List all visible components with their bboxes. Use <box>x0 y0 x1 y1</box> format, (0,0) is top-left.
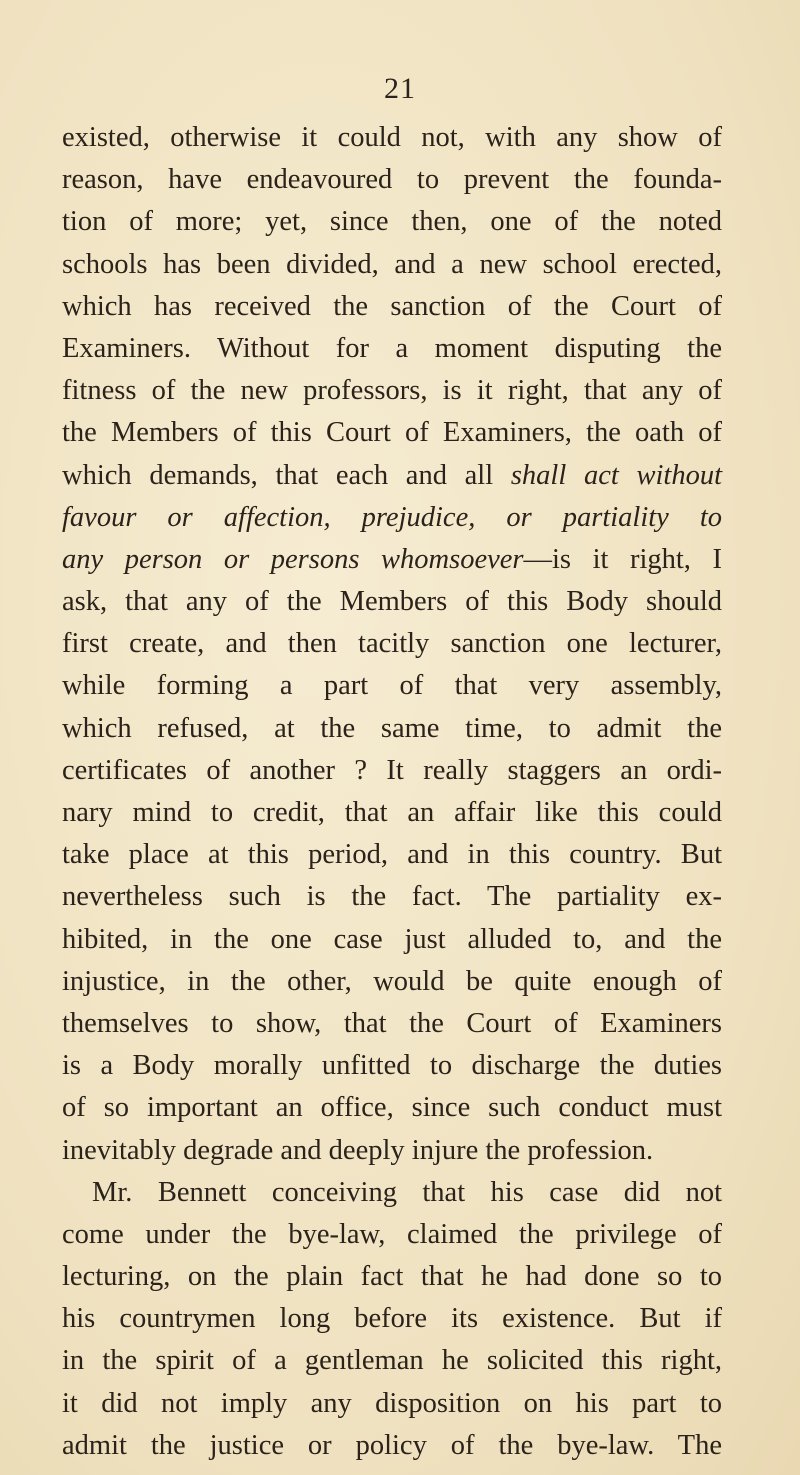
text-line: tion of more; yet, since then, one of the noted <box>62 206 722 238</box>
body-text <box>62 117 722 1467</box>
text-line: certificates of another ? It really staggers an ordi- <box>62 754 722 786</box>
line-text: —is it right, I <box>523 543 722 575</box>
text-line: fitness of the new professors, is it right, that any of <box>62 375 722 407</box>
text-line: Examiners. Without for a moment disputing the <box>62 332 722 364</box>
text-line: while forming a part of that very assembly, <box>62 670 722 702</box>
italic-text: shall act without <box>510 459 722 491</box>
text-line: the Members of this Court of Examiners, the oath of <box>62 417 722 449</box>
text-line <box>62 497 722 539</box>
text-line: come under the bye-law, claimed the privilege of <box>62 1218 722 1250</box>
text-line: existed, otherwise it could not, with any show of <box>62 122 722 153</box>
text-line: nevertheless such is the fact. The partiality ex- <box>62 881 722 913</box>
text-line: schools has been divided, and a new school erected, <box>62 248 722 280</box>
text-line: it did not imply any disposition on his part to <box>62 1387 722 1419</box>
text-line: ask, that any of the Members of this Body should <box>62 586 722 618</box>
text-line: injustice, in the other, would be quite enough of <box>62 965 722 997</box>
text-line: first create, and then tacitly sanction one lecturer, <box>62 628 722 660</box>
text-line: inevitably degrade and deeply injure the profession. <box>62 1134 654 1166</box>
text-line: hibited, in the one case just alluded to, and the <box>62 923 722 955</box>
text-line: is a Body morally unfitted to discharge the duties <box>62 1050 722 1082</box>
italic-text: favour or affection, prejudice, or partiality to <box>62 501 722 533</box>
text-line: lecturing, on the plain fact that he had done so to <box>62 1261 722 1293</box>
text-line: which has received the sanction of the Court of <box>62 290 722 322</box>
text-line <box>62 539 722 581</box>
text-line: reason, have endeavoured to prevent the founda- <box>62 164 722 196</box>
italic-text: any person or persons whomsoever <box>62 543 524 575</box>
text-line: which refused, at the same time, to admit the <box>62 712 722 744</box>
page-number: 21 <box>384 72 416 105</box>
text-line: of so important an office, since such conduct must <box>62 1092 722 1124</box>
text-line: take place at this period, and in this country. But <box>62 839 722 871</box>
text-line: nary mind to credit, that an affair like this could <box>62 797 722 828</box>
text-line: themselves to show, that the Court of Examiners <box>62 1007 722 1039</box>
line-text: which demands, that each and all <box>62 459 511 491</box>
text-line: admit the justice or policy of the bye-law. The <box>62 1429 722 1461</box>
text-line: Mr. Bennett conceiving that his case did not <box>92 1176 722 1208</box>
text-line: in the spirit of a gentleman he solicited this right, <box>62 1345 722 1377</box>
text-line: his countrymen long before its existence. But if <box>62 1303 722 1335</box>
text-line <box>62 455 722 497</box>
